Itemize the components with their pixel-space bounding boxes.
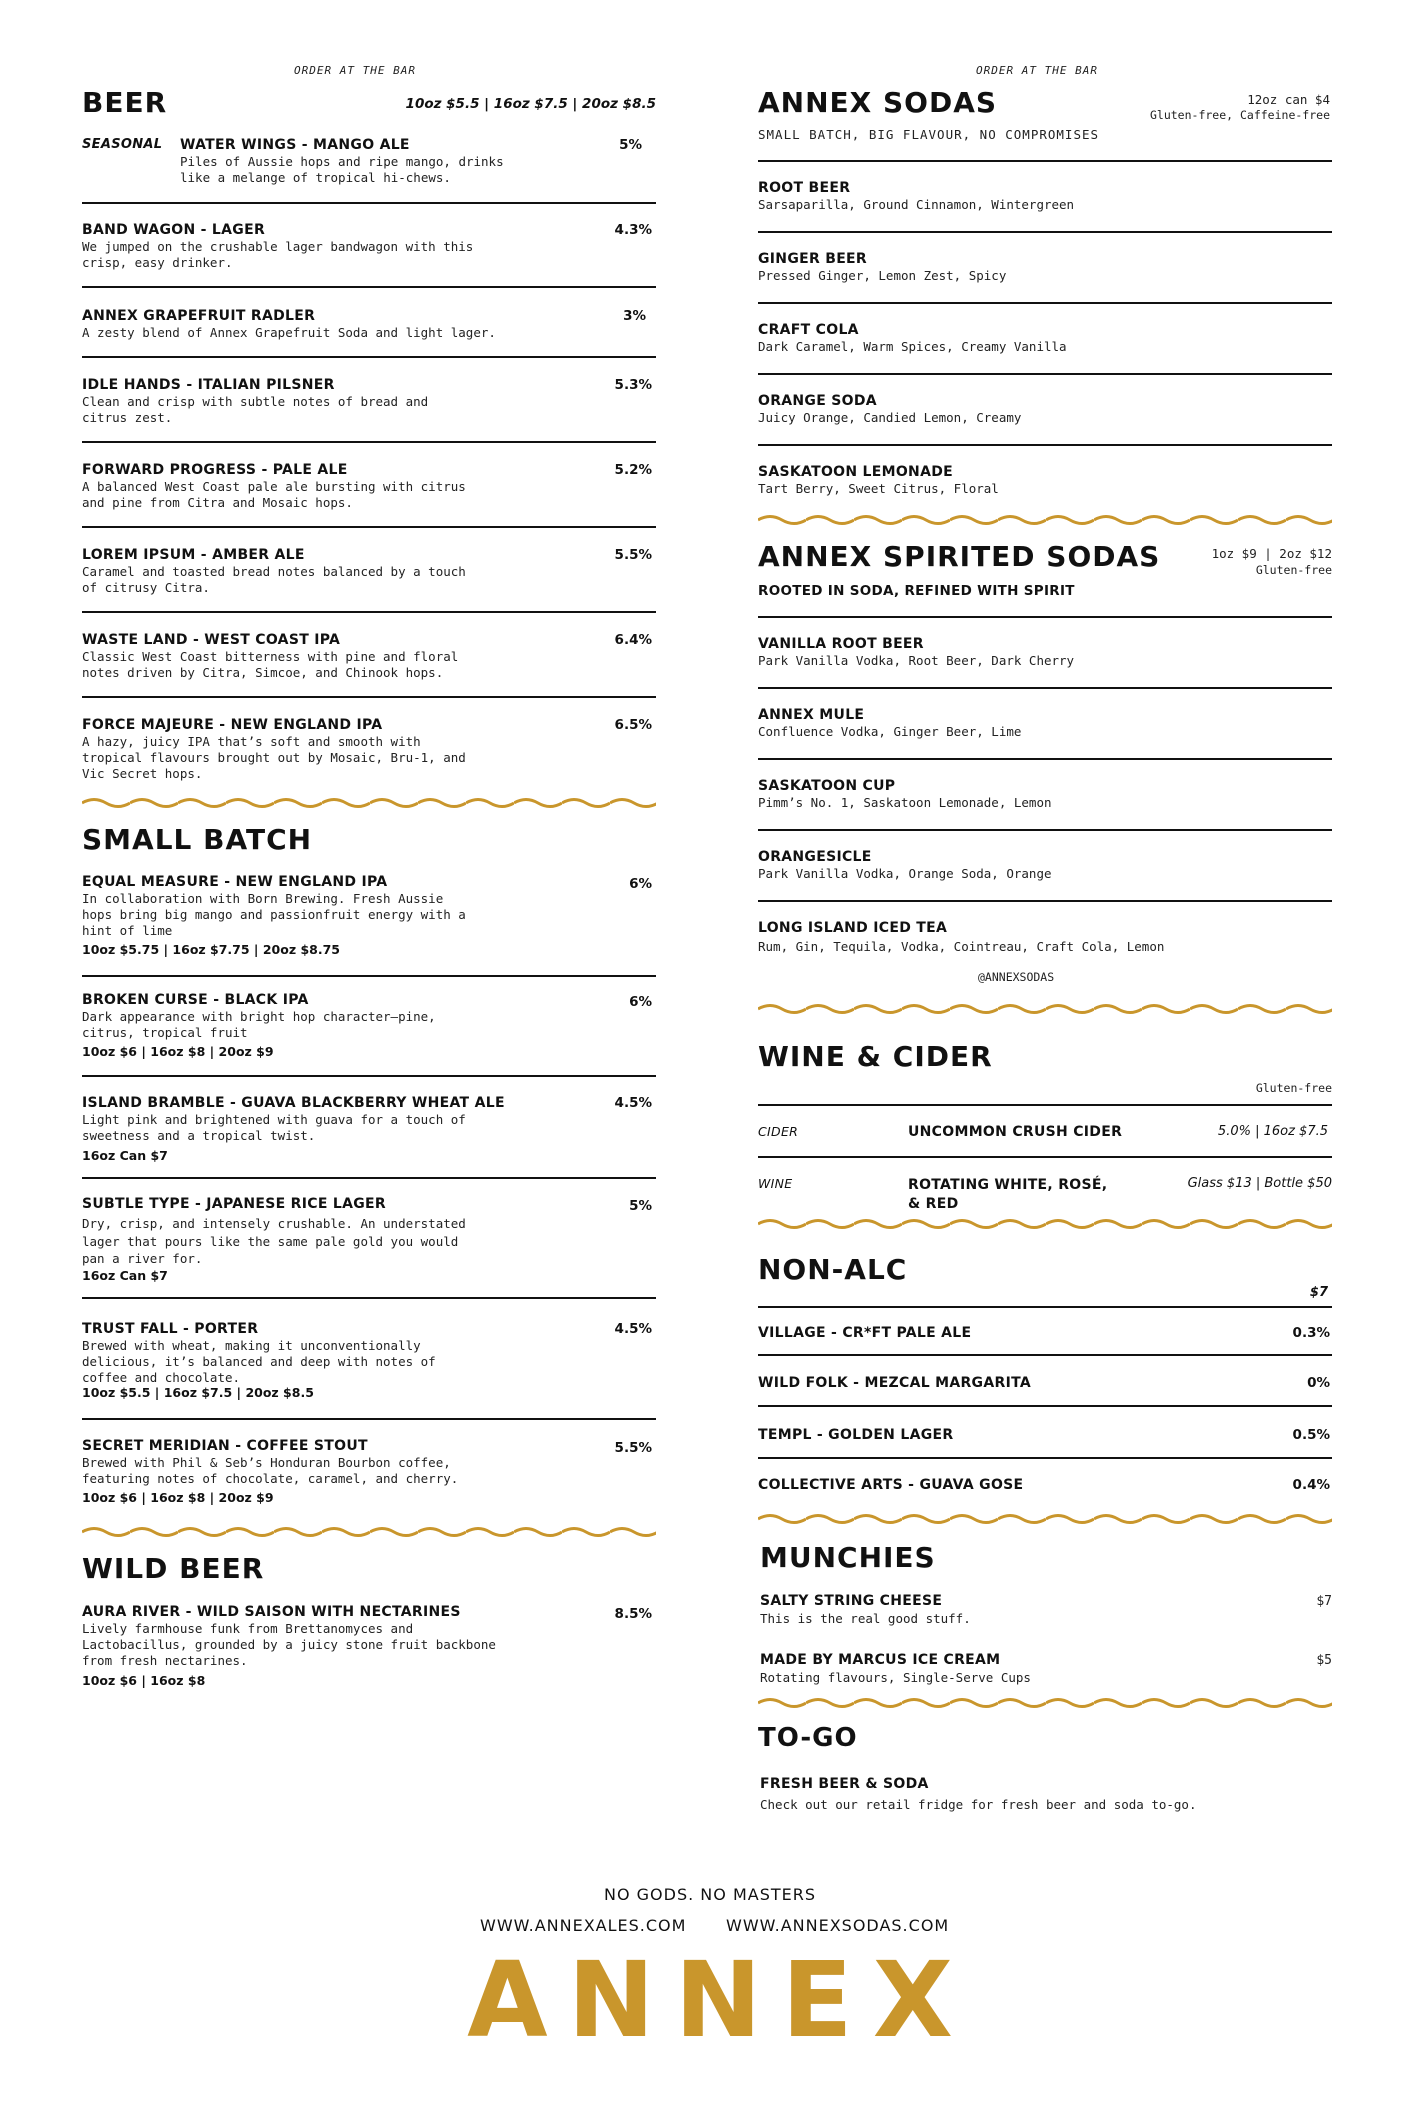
beer-abv: 4.5% bbox=[614, 1095, 652, 1111]
munchie-price: $5 bbox=[1316, 1653, 1332, 1668]
beer-description: Caramel and toasted bread notes balanced by a touch of citrusy Citra. bbox=[82, 564, 466, 595]
small-batch-section-title: SMALL BATCH bbox=[82, 823, 313, 856]
beer-name: ISLAND BRAMBLE - GUAVA BLACKBERRY WHEAT ALE bbox=[82, 1095, 505, 1111]
soda-description: Dark Caramel, Warm Spices, Creamy Vanilla bbox=[758, 339, 1067, 354]
cocktail-description: Rum, Gin, Tequila, Vodka, Cointreau, Craft Cola, Lemon bbox=[758, 939, 1165, 954]
cocktail-name: ORANGESICLE bbox=[758, 849, 872, 865]
beer-price: 10oz $6 | 16oz $8 | 20oz $9 bbox=[82, 1044, 274, 1059]
beer-name: TRUST FALL - PORTER bbox=[82, 1321, 259, 1337]
divider bbox=[82, 286, 656, 288]
beer-abv: 6% bbox=[629, 876, 652, 892]
annexales-link[interactable]: WWW.ANNEXALES.COM bbox=[480, 1916, 687, 1935]
beer-name: BROKEN CURSE - BLACK IPA bbox=[82, 992, 309, 1008]
soda-name: SASKATOON LEMONADE bbox=[758, 464, 953, 480]
soda-name: GINGER BEER bbox=[758, 251, 868, 267]
cider-price: 5.0% | 16oz $7.5 bbox=[1217, 1124, 1328, 1139]
beer-description: Dry, crisp, and intensely crushable. An understated lager that pours like the same pale gold you would pan a river for. bbox=[82, 1216, 466, 1266]
beer-description: Brewed with Phil & Seb’s Honduran Bourbon coffee, featuring notes of chocolate, caramel, and cherry. bbox=[82, 1455, 459, 1486]
munchie-description: This is the real good stuff. bbox=[760, 1611, 971, 1626]
beer-abv: 4.5% bbox=[614, 1321, 652, 1337]
wave-divider bbox=[758, 1002, 1332, 1016]
non-alc-name: VILLAGE - CR*FT PALE ALE bbox=[758, 1325, 972, 1341]
beer-description: A zesty blend of Annex Grapefruit Soda and light lager. bbox=[82, 325, 496, 340]
beer-abv: 6.4% bbox=[614, 632, 652, 648]
wine-name: ROTATING WHITE, ROSÉ, & RED bbox=[908, 1177, 1108, 1212]
annexsodas-link[interactable]: WWW.ANNEXSODAS.COM bbox=[726, 1916, 950, 1935]
divider bbox=[758, 900, 1332, 902]
sodas-handle: @ANNEXSODAS bbox=[978, 970, 1055, 984]
beer-name: FORWARD PROGRESS - PALE ALE bbox=[82, 462, 348, 478]
wine-cider-section-title: WINE & CIDER bbox=[758, 1040, 993, 1073]
beer-description: Dark appearance with bright hop character–pine, citrus, tropical fruit bbox=[82, 1009, 436, 1040]
divider bbox=[758, 444, 1332, 446]
seasonal-label: SEASONAL bbox=[82, 137, 163, 152]
beer-abv: 5% bbox=[629, 1198, 652, 1214]
soda-name: CRAFT COLA bbox=[758, 322, 859, 338]
annex-logo: ANNEX bbox=[467, 1939, 973, 2061]
non-alc-name: WILD FOLK - MEZCAL MARGARITA bbox=[758, 1375, 1031, 1391]
cocktail-name: LONG ISLAND ICED TEA bbox=[758, 920, 948, 936]
non-alc-name: COLLECTIVE ARTS - GUAVA GOSE bbox=[758, 1477, 1024, 1493]
wine-note: Gluten-free bbox=[1255, 1081, 1332, 1095]
divider bbox=[82, 1418, 656, 1420]
divider bbox=[758, 1156, 1332, 1158]
divider bbox=[82, 611, 656, 613]
beer-description: Piles of Aussie hops and ripe mango, drinks like a melange of tropical hi-chews. bbox=[180, 154, 504, 185]
non-alc-abv: 0.4% bbox=[1292, 1477, 1330, 1493]
beer-name: WASTE LAND - WEST COAST IPA bbox=[82, 632, 341, 648]
non-alc-section-title: NON-ALC bbox=[758, 1253, 908, 1286]
divider bbox=[758, 302, 1332, 304]
beer-price: 16oz Can $7 bbox=[82, 1148, 168, 1163]
munchies-section-title: MUNCHIES bbox=[760, 1541, 936, 1574]
beer-name: AURA RIVER - WILD SAISON WITH NECTARINES bbox=[82, 1604, 461, 1620]
beer-description: We jumped on the crushable lager bandwagon with this crisp, easy drinker. bbox=[82, 239, 474, 270]
wild-beer-section-title: WILD BEER bbox=[82, 1552, 265, 1585]
beer-price: 10oz $5.5 | 16oz $7.5 | 20oz $8.5 bbox=[82, 1385, 314, 1400]
wine-label: WINE bbox=[758, 1176, 793, 1191]
to-go-section-title: TO-GO bbox=[758, 1723, 858, 1753]
beer-price: 16oz Can $7 bbox=[82, 1268, 168, 1283]
munchie-description: Rotating flavours, Single-Serve Cups bbox=[760, 1670, 1031, 1685]
beer-name: FORCE MAJEURE - NEW ENGLAND IPA bbox=[82, 717, 383, 733]
cocktail-description: Park Vanilla Vodka, Orange Soda, Orange bbox=[758, 866, 1052, 881]
wave-divider bbox=[82, 1525, 656, 1539]
beer-abv: 5.5% bbox=[614, 547, 652, 563]
order-at-bar-note: ORDER AT THE BAR bbox=[294, 64, 416, 77]
beer-name: IDLE HANDS - ITALIAN PILSNER bbox=[82, 377, 335, 393]
beer-description: A hazy, juicy IPA that’s soft and smooth with tropical flavours brought out by Mosaic, Bru-1, and Vic Secret hops. bbox=[82, 734, 466, 781]
wine-price: Glass $13 | Bottle $50 bbox=[1187, 1176, 1332, 1191]
cider-label: CIDER bbox=[758, 1124, 799, 1139]
cider-name: UNCOMMON CRUSH CIDER bbox=[908, 1124, 1123, 1140]
beer-description: Light pink and brightened with guava for a touch of sweetness and a tropical twist. bbox=[82, 1112, 466, 1143]
beer-description: A balanced West Coast pale ale bursting with citrus and pine from Citra and Mosaic hops. bbox=[82, 479, 466, 510]
beer-description: Clean and crisp with subtle notes of bread and citrus zest. bbox=[82, 394, 429, 425]
divider bbox=[758, 373, 1332, 375]
beer-price: 10oz $5.75 | 16oz $7.75 | 20oz $8.75 bbox=[82, 942, 340, 957]
divider bbox=[758, 758, 1332, 760]
divider bbox=[82, 356, 656, 358]
divider bbox=[758, 616, 1332, 618]
divider bbox=[82, 526, 656, 528]
order-at-bar-note: ORDER AT THE BAR bbox=[976, 64, 1098, 77]
non-alc-abv: 0.3% bbox=[1292, 1325, 1330, 1341]
divider bbox=[758, 1457, 1332, 1459]
beer-description: Brewed with wheat, making it unconventionally delicious, it’s balanced and deep with notes of coffee and chocolate. bbox=[82, 1338, 436, 1385]
cocktail-description: Pimm’s No. 1, Saskatoon Lemonade, Lemon bbox=[758, 795, 1052, 810]
divider bbox=[758, 829, 1332, 831]
non-alc-price: $7 bbox=[1309, 1285, 1328, 1300]
munchie-name: SALTY STRING CHEESE bbox=[760, 1593, 943, 1609]
cocktail-name: VANILLA ROOT BEER bbox=[758, 636, 924, 652]
beer-abv: 6% bbox=[629, 994, 652, 1010]
beer-prices: 10oz $5.5 | 16oz $7.5 | 20oz $8.5 bbox=[405, 96, 656, 112]
beer-name: SECRET MERIDIAN - COFFEE STOUT bbox=[82, 1438, 368, 1454]
beer-abv: 3% bbox=[623, 308, 646, 324]
beer-description: Lively farmhouse funk from Brettanomyces and Lactobacillus, grounded by a juicy stone fruit backbone from fresh nectarines. bbox=[82, 1621, 496, 1668]
beer-name: LOREM IPSUM - AMBER ALE bbox=[82, 547, 305, 563]
divider bbox=[758, 160, 1332, 162]
annex-sodas-section-title: ANNEX SODAS bbox=[758, 86, 998, 119]
munchie-name: MADE BY MARCUS ICE CREAM bbox=[760, 1652, 1001, 1668]
spirited-subtitle: ROOTED IN SODA, REFINED WITH SPIRIT bbox=[758, 583, 1075, 599]
divider bbox=[82, 696, 656, 698]
divider bbox=[82, 975, 656, 977]
divider bbox=[82, 1297, 656, 1299]
beer-abv: 6.5% bbox=[614, 717, 652, 733]
spirited-sodas-section-title: ANNEX SPIRITED SODAS bbox=[758, 540, 1161, 573]
beer-name: EQUAL MEASURE - NEW ENGLAND IPA bbox=[82, 874, 388, 890]
cocktail-name: SASKATOON CUP bbox=[758, 778, 896, 794]
cocktail-name: ANNEX MULE bbox=[758, 707, 865, 723]
cocktail-description: Park Vanilla Vodka, Root Beer, Dark Cherry bbox=[758, 653, 1075, 668]
wave-divider bbox=[82, 796, 656, 810]
beer-abv: 5% bbox=[619, 137, 642, 153]
non-alc-abv: 0.5% bbox=[1292, 1427, 1330, 1443]
divider bbox=[758, 687, 1332, 689]
non-alc-abv: 0% bbox=[1307, 1375, 1330, 1391]
sodas-subtitle: SMALL BATCH, BIG FLAVOUR, NO COMPROMISES bbox=[758, 127, 1100, 142]
beer-abv: 5.2% bbox=[614, 462, 652, 478]
to-go-description: Check out our retail fridge for fresh beer and soda to-go. bbox=[760, 1797, 1197, 1812]
divider bbox=[82, 1075, 656, 1077]
soda-description: Pressed Ginger, Lemon Zest, Spicy bbox=[758, 268, 1007, 283]
divider bbox=[758, 1306, 1332, 1308]
beer-description: Classic West Coast bitterness with pine and floral notes driven by Citra, Simcoe, and Chinook hops. bbox=[82, 649, 459, 680]
divider bbox=[758, 1405, 1332, 1407]
beer-price: 10oz $6 | 16oz $8 bbox=[82, 1673, 206, 1688]
beer-name: WATER WINGS - MANGO ALE bbox=[180, 137, 410, 153]
wave-divider bbox=[758, 1217, 1332, 1231]
non-alc-name: TEMPL - GOLDEN LAGER bbox=[758, 1427, 954, 1443]
beer-abv: 8.5% bbox=[614, 1606, 652, 1622]
soda-description: Tart Berry, Sweet Citrus, Floral bbox=[758, 481, 999, 496]
spirited-price: 1oz $9 | 2oz $12 bbox=[1211, 546, 1332, 561]
divider bbox=[82, 202, 656, 204]
wave-divider bbox=[758, 1696, 1332, 1710]
beer-abv: 5.3% bbox=[614, 377, 652, 393]
beer-abv: 4.3% bbox=[614, 222, 652, 238]
divider bbox=[758, 231, 1332, 233]
beer-abv: 5.5% bbox=[614, 1440, 652, 1456]
spirited-note: Gluten-free bbox=[1255, 563, 1332, 577]
beer-name: SUBTLE TYPE - JAPANESE RICE LAGER bbox=[82, 1196, 386, 1212]
divider bbox=[758, 1104, 1332, 1106]
sodas-price: 12oz can $4 bbox=[1247, 92, 1330, 107]
beer-section-title: BEER bbox=[82, 86, 168, 119]
beer-description: In collaboration with Born Brewing. Fresh Aussie hops bring big mango and passionfruit energy with a hint of lime bbox=[82, 891, 466, 938]
beer-name: BAND WAGON - LAGER bbox=[82, 222, 266, 238]
to-go-name: FRESH BEER & SODA bbox=[760, 1776, 929, 1792]
divider bbox=[82, 1177, 656, 1179]
soda-name: ROOT BEER bbox=[758, 180, 851, 196]
beer-name: ANNEX GRAPEFRUIT RADLER bbox=[82, 308, 316, 324]
wave-divider bbox=[758, 513, 1332, 527]
divider bbox=[758, 1354, 1332, 1356]
tagline: NO GODS. NO MASTERS bbox=[604, 1885, 816, 1904]
divider bbox=[82, 441, 656, 443]
wave-divider bbox=[758, 1512, 1332, 1526]
soda-name: ORANGE SODA bbox=[758, 393, 877, 409]
soda-description: Sarsaparilla, Ground Cinnamon, Wintergreen bbox=[758, 197, 1075, 212]
cocktail-description: Confluence Vodka, Ginger Beer, Lime bbox=[758, 724, 1022, 739]
soda-description: Juicy Orange, Candied Lemon, Creamy bbox=[758, 410, 1022, 425]
beer-price: 10oz $6 | 16oz $8 | 20oz $9 bbox=[82, 1490, 274, 1505]
sodas-note: Gluten-free, Caffeine-free bbox=[1149, 108, 1330, 122]
munchie-price: $7 bbox=[1316, 1594, 1332, 1609]
